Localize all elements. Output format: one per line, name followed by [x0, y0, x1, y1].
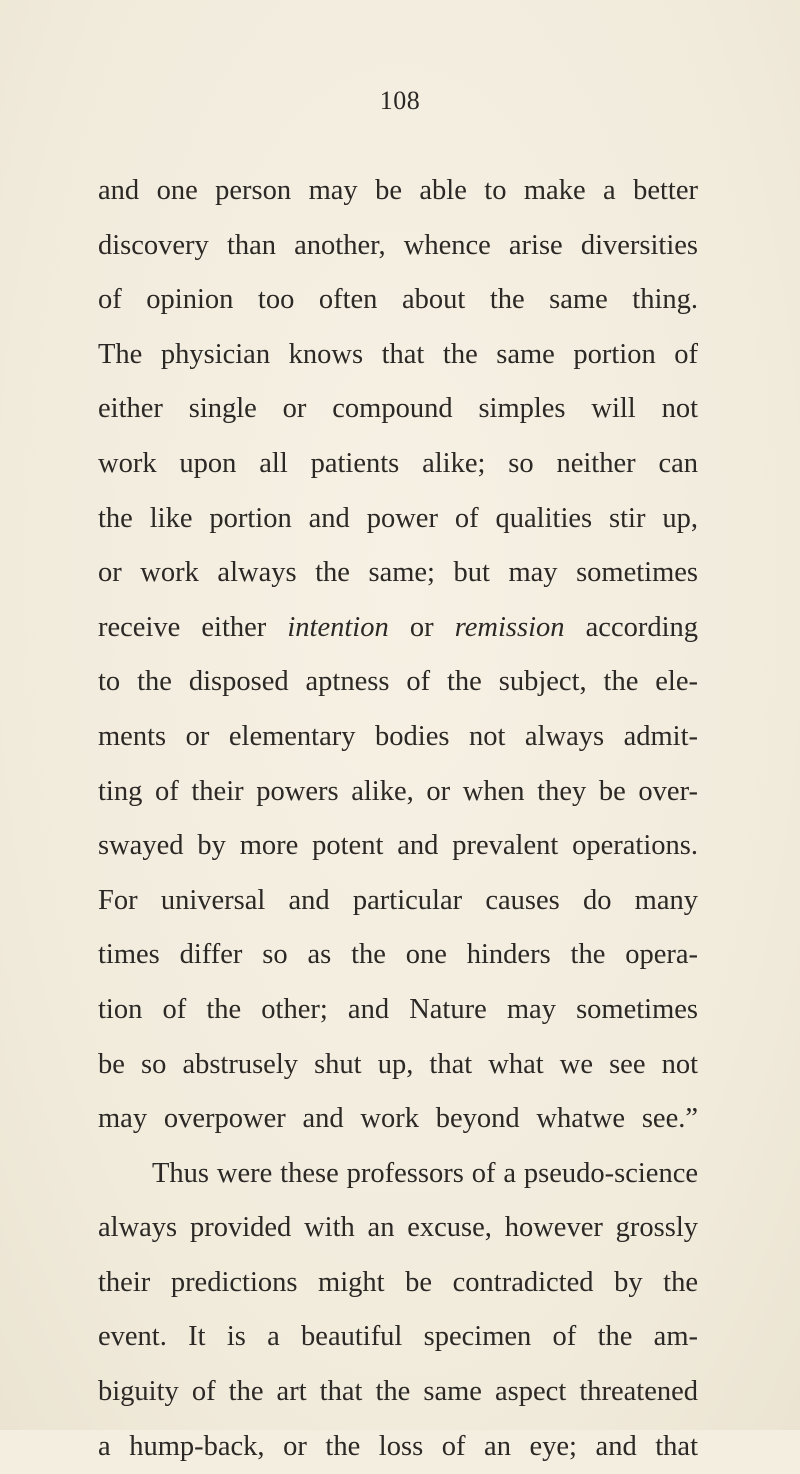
text-line: The physician knows that the same portion of — [98, 338, 698, 370]
text-line: work upon all patients alike; so neither can — [98, 447, 698, 479]
text-line: times differ so as the one hinders the opera- — [98, 939, 698, 971]
text-line: of opinion too often about the same thing. — [98, 284, 698, 316]
text-line: swayed by more potent and prevalent operations. — [98, 830, 698, 862]
text-line: may overpower and work beyond whatwe see.” — [98, 1103, 698, 1135]
text-line: be so abstrusely shut up, that what we see not — [98, 1048, 698, 1080]
text-line: and one person may be able to make a better — [98, 175, 698, 206]
text-fragment: according — [564, 611, 698, 643]
text-line: discovery than another, whence arise diversities — [98, 229, 698, 261]
text-line: event. It is a beautiful specimen of the am- — [98, 1321, 698, 1353]
paragraph-first-line: Thus were these professors of a pseudo-science — [152, 1157, 698, 1189]
text-line: biguity of the art that the same aspect threatened — [98, 1376, 698, 1408]
text-line: their predictions might be contradicted by the — [98, 1266, 698, 1298]
italic-term-intention: intention — [287, 611, 389, 643]
text-line — [98, 601, 698, 656]
text-line: a hump-back, or the loss of an eye; and that — [98, 1430, 698, 1462]
text-line: always provided with an excuse, however grossly — [98, 1212, 698, 1244]
text-fragment: receive either — [98, 611, 288, 643]
text-fragment: or — [388, 611, 455, 643]
text-line: the like portion and power of qualities stir up, — [98, 502, 698, 534]
text-line: tion of the other; and Nature may sometimes — [98, 993, 698, 1025]
text-line: to the disposed aptness of the subject, the ele- — [98, 666, 698, 698]
text-line: either single or compound simples will not — [98, 393, 698, 425]
text-line: or work always the same; but may sometimes — [98, 557, 698, 589]
text-line: ting of their powers alike, or when they be over- — [98, 775, 698, 807]
italic-term-remission: remission — [454, 611, 565, 643]
text-line: ments or elementary bodies not always admit- — [98, 720, 698, 752]
body-text — [98, 164, 698, 1474]
text-line: For universal and particular causes do many — [98, 884, 698, 916]
page-number: 108 — [379, 86, 421, 115]
